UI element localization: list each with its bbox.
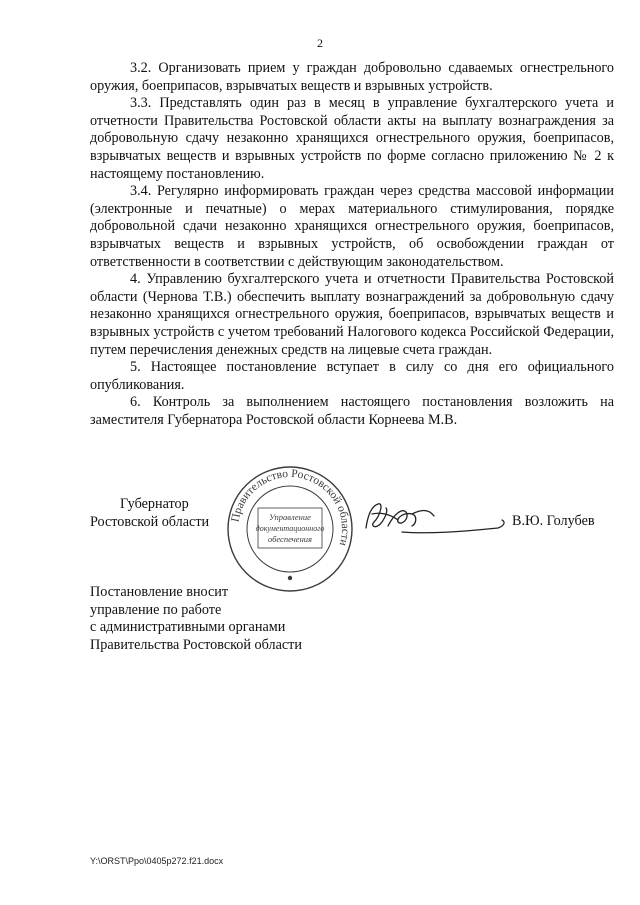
note-line3: с административными органами <box>90 619 286 636</box>
governor-title-line1: Губернатор <box>120 496 189 512</box>
paragraph-6: 6. Контроль за выполнением настоящего постановления возложить на заместителя Губернатора Ростовской области Корнеева М.В. <box>90 394 614 428</box>
document-body <box>90 60 614 429</box>
governor-title <box>90 495 230 531</box>
governor-title-line2: Ростовской области <box>90 514 210 530</box>
paragraph-3-3: 3.3. Представлять один раз в месяц в управление бухгалтерского учета и отчетности Правительства Ростовской области акты на выплату вознаграждения за добровольную сдачу незаконно хранящихся огнестрельного оружия, боеприпасов, взрывчатых веществ и взрывных устройств по форме согласно приложению № 2 к настоящему постановлению. <box>90 95 614 182</box>
seal-center-line2: документационного <box>255 524 325 533</box>
page-number: 2 <box>317 36 323 50</box>
note-line4: Правительства Ростовской области <box>90 636 302 653</box>
paragraph-3-4: 3.4. Регулярно информировать граждан через средства массовой информации (электронные и печатные) о мерах материального стимулирования, порядке добровольной сдачи незаконно хранящихся огнестрельного оружия, боеприпасов, взрывчатых веществ и взрывных устройств, об освобождении граждан от ответственности в соответствии с действующим законодательством. <box>90 183 614 270</box>
note-line2: управление по работе <box>90 601 222 618</box>
seal-center-line3: обеспечения <box>267 534 313 544</box>
handwritten-signature <box>358 492 508 542</box>
submission-note <box>90 584 390 654</box>
paragraph-4: 4. Управлению бухгалтерского учета и отчетности Правительства Ростовской области (Чернова Т.В.) обеспечить выплату вознаграждений за добровольную сдачу незаконно хранящихся огнестрельного оружия, боеприпасов, взрывчатых веществ и взрывных устройств с учетом требований Налогового кодекса Российской Федерации, путем перечисления денежных средств на лицевые счета граждан. <box>90 271 614 358</box>
paragraph-5: 5. Настоящее постановление вступает в силу со дня его официального опубликования. <box>90 359 614 393</box>
seal-ring-text: Правительство Ростовской области <box>229 467 352 548</box>
signer-name: В.Ю. Голубев <box>512 513 595 529</box>
note-line1: Постановление вносит <box>90 584 229 600</box>
footer-file-path: Y:\ORST\Ppo\0405p272.f21.docx <box>90 856 224 866</box>
seal-star-icon <box>288 576 292 580</box>
official-seal <box>220 464 360 594</box>
paragraph-3-2: 3.2. Организовать прием у граждан добровольно сдаваемых огнестрельного оружия, боеприпасов, взрывчатых веществ и взрывных устройств. <box>90 60 614 94</box>
seal-center-line1: Управление <box>269 512 311 522</box>
